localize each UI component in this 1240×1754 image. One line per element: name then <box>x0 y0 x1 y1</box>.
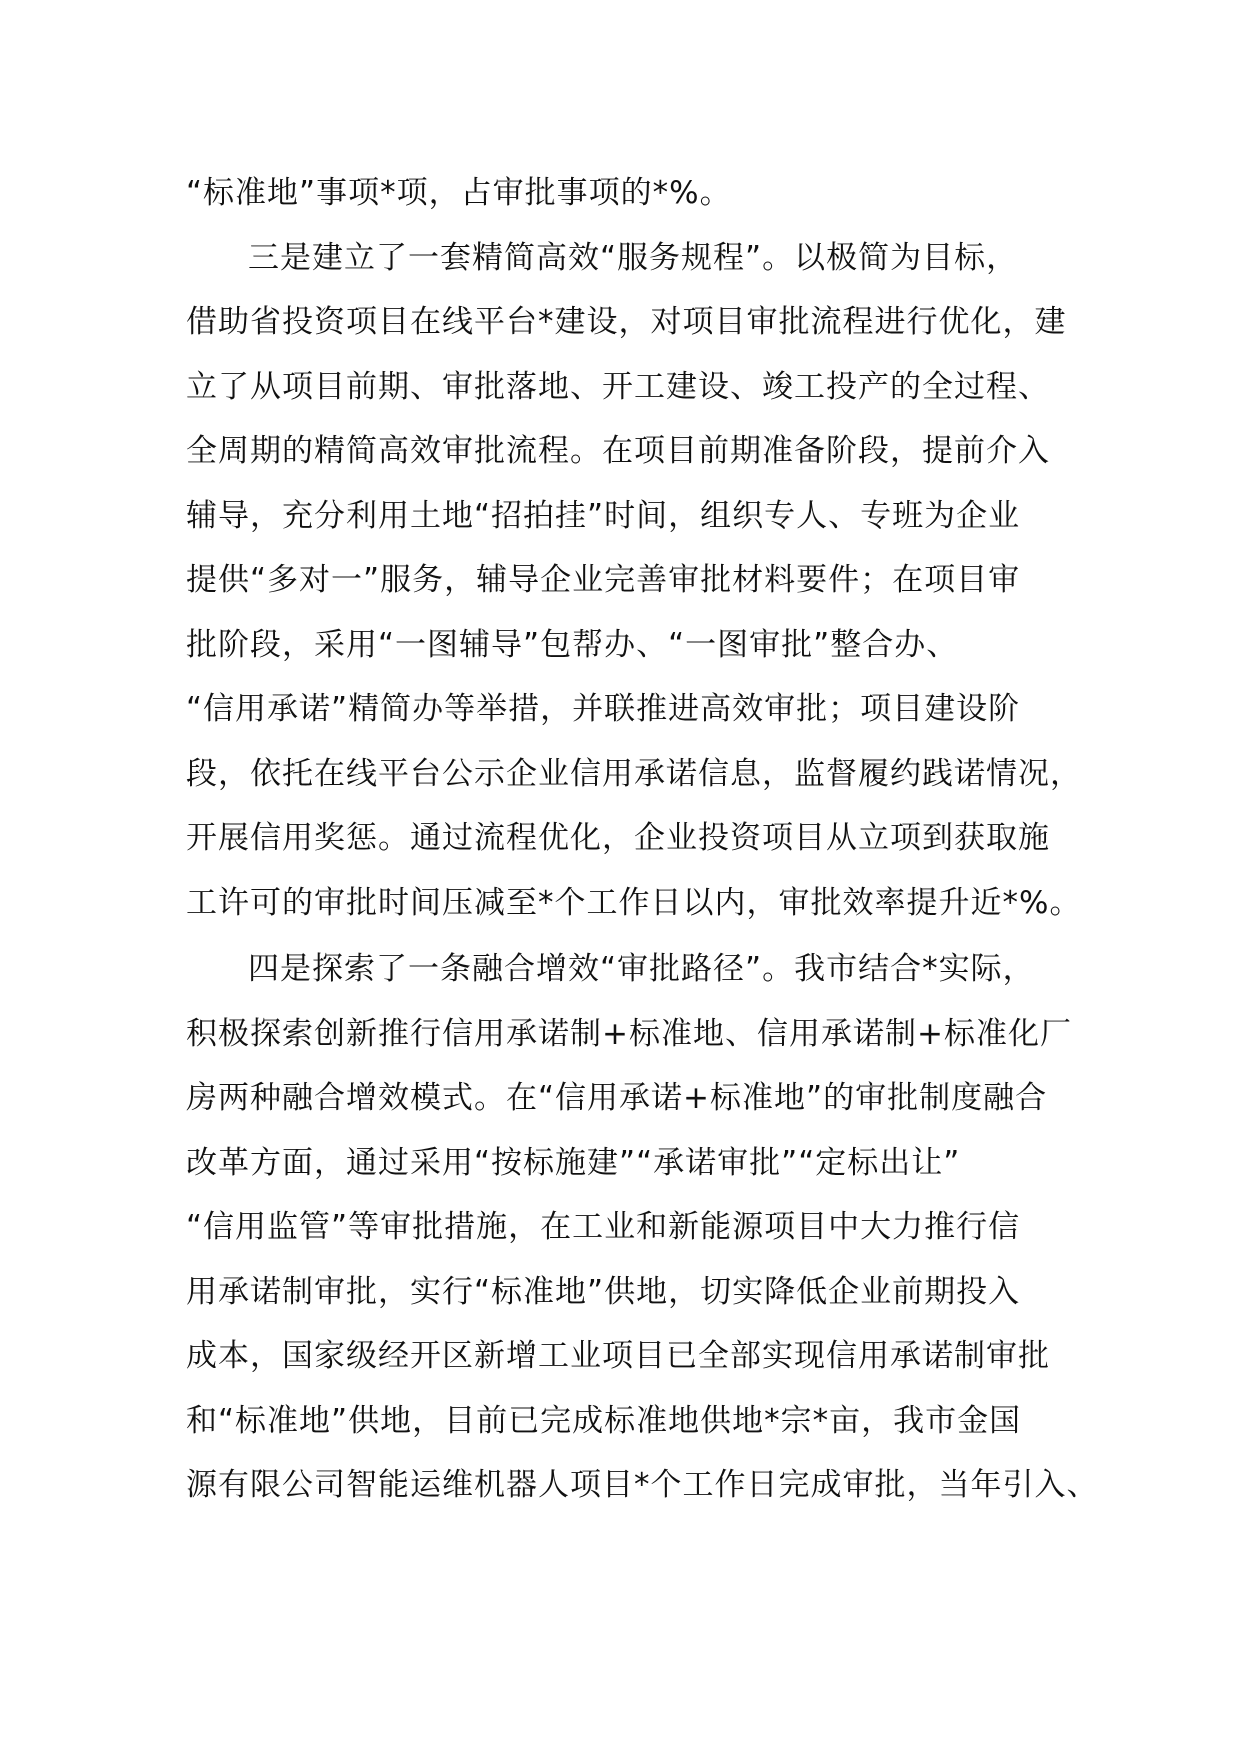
paragraph-line: 成本，国家级经开区新增工业项目已全部实现信用承诺制审批 <box>186 1338 1050 1374</box>
paragraph-line: 批阶段，采用“一图辅导”包帮办、“一图审批”整合办、 <box>186 626 959 663</box>
paragraph-line: 全周期的精简高效审批流程。在项目前期准备阶段，提前介入 <box>186 433 1050 469</box>
paragraph-line: “信用监管”等审批措施，在工业和新能源项目中大力推行信 <box>186 1209 1021 1245</box>
paragraph-line: 房两种融合增效模式。在“信用承诺+标准地”的审批制度融合 <box>186 1080 1048 1116</box>
paragraph-line: “信用承诺”精简办等举措，并联推进高效审批；项目建设阶 <box>186 691 1021 727</box>
paragraph-line: 开展信用奖惩。通过流程优化，企业投资项目从立项到获取施 <box>186 820 1050 856</box>
paragraph-line: 辅导，充分利用土地“招拍挂”时间，组织专人、专班为企业 <box>186 497 1021 534</box>
paragraph-block-approval-path <box>186 937 1099 1518</box>
paragraph-line: 改革方面，通过采用“按标施建”“承诺审批”“定标出让” <box>186 1144 961 1181</box>
paragraph-line: “标准地”事项*项，占审批事项的*%。 <box>186 175 732 211</box>
paragraph-line: 工许可的审批时间压减至*个工作日以内，审批效率提升近*%。 <box>186 884 1082 921</box>
paragraph-line: 立了从项目前期、审批落地、开工建设、竣工投产的全过程、 <box>186 368 1050 405</box>
paragraph-line: 积极探索创新推行信用承诺制+标准地、信用承诺制+标准化厂 <box>186 1015 1072 1052</box>
paragraph-line: 段，依托在线平台公示企业信用承诺信息，监督履约践诺情况， <box>186 755 1082 792</box>
paragraph-line: 用承诺制审批，实行“标准地”供地，切实降低企业前期投入 <box>186 1273 1021 1310</box>
paragraph-line: 和“标准地”供地，目前已完成标准地供地*宗*亩，我市金国 <box>186 1402 1022 1439</box>
paragraph-line: 四是探索了一条融合增效“审批路径”。我市结合*实际， <box>248 951 1035 987</box>
paragraph-line: 借助省投资项目在线平台*建设，对项目审批流程进行优化，建 <box>186 304 1067 340</box>
paragraph-line: 源有限公司智能运维机器人项目*个工作日完成审批，当年引入、 <box>186 1467 1099 1503</box>
paragraph-block-service-process <box>186 161 1086 935</box>
paragraph-line: 提供“多对一”服务，辅导企业完善审批材料要件；在项目审 <box>186 562 1021 598</box>
paragraph-line: 三是建立了一套精简高效“服务规程”。以极简为目标， <box>248 239 1019 276</box>
